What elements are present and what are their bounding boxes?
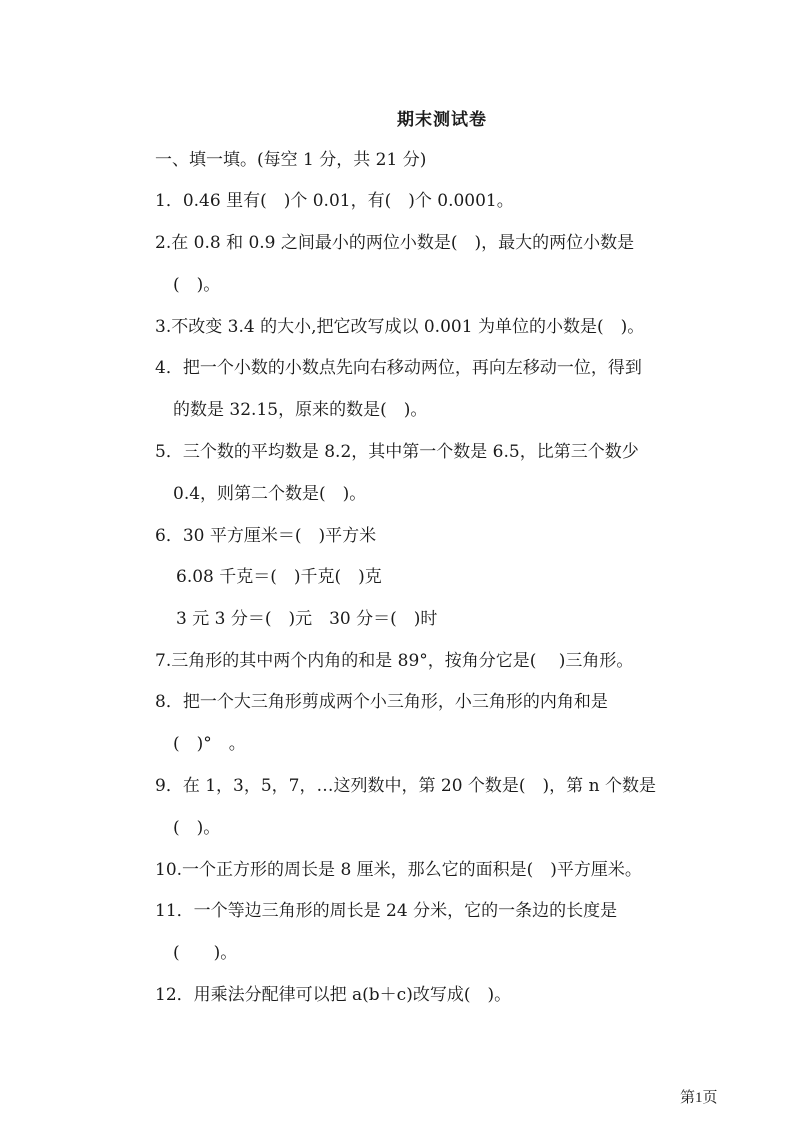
question-2-line-1: 2.在 0.8 和 0.9 之间最小的两位小数是( )，最大的两位小数是 <box>155 233 635 253</box>
question-8-line-1: 8．把一个大三角形剪成两个小三角形，小三角形的内角和是 <box>155 692 608 712</box>
page-title: 期末测试卷 <box>397 110 487 130</box>
question-1: 1．0.46 里有( )个 0.01，有( )个 0.0001。 <box>155 191 514 211</box>
question-7: 7.三角形的其中两个内角的和是 89°，按角分它是( )三角形。 <box>155 651 634 671</box>
question-8-line-2: ( )° 。 <box>173 734 246 754</box>
question-2-line-2: ( )。 <box>173 275 221 295</box>
question-6-line-1: 6．30 平方厘米＝( )平方米 <box>155 526 377 546</box>
page-number: 第1页 <box>680 1090 718 1106</box>
question-9-line-2: ( )。 <box>173 818 221 838</box>
section-heading: 一、填一填。(每空 1 分，共 21 分) <box>155 150 427 170</box>
question-9-line-1: 9．在 1，3，5，7，…这列数中，第 20 个数是( )，第 n 个数是 <box>155 776 656 796</box>
question-12: 12．用乘法分配律可以把 a(b＋c)改写成( )。 <box>155 985 512 1005</box>
question-11-line-1: 11．一个等边三角形的周长是 24 分米，它的一条边的长度是 <box>155 901 618 921</box>
question-6-line-3: 3 元 3 分＝( )元 30 分＝( )时 <box>176 609 438 629</box>
question-11-line-2: ( )。 <box>173 943 238 963</box>
question-5-line-2: 0.4，则第二个数是( )。 <box>173 484 367 504</box>
question-6-line-2: 6.08 千克＝( )千克( )克 <box>176 567 382 587</box>
question-4-line-2: 的数是 32.15，原来的数是( )。 <box>173 400 428 420</box>
question-3: 3.不改变 3.4 的大小,把它改写成以 0.001 为单位的小数是( )。 <box>155 317 645 337</box>
question-5-line-1: 5．三个数的平均数是 8.2，其中第一个数是 6.5，比第三个数少 <box>155 442 639 462</box>
question-10: 10.一个正方形的周长是 8 厘米，那么它的面积是( )平方厘米。 <box>155 860 642 880</box>
question-4-line-1: 4．把一个小数的小数点先向右移动两位，再向左移动一位，得到 <box>155 358 642 378</box>
